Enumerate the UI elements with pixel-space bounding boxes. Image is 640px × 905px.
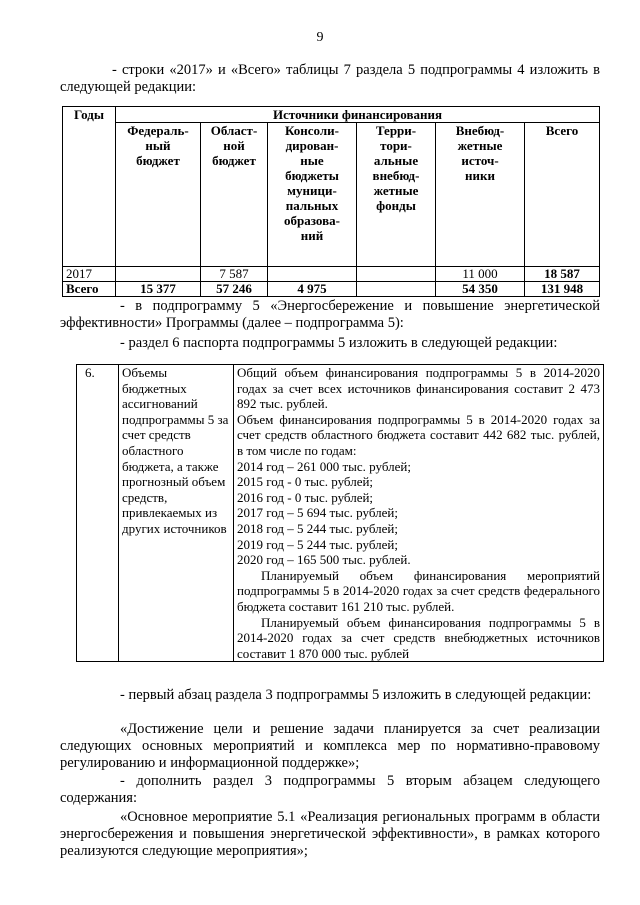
cell-extrabudget: 54 350 <box>436 282 525 297</box>
header-years: Годы <box>63 107 116 267</box>
cell-municipal <box>268 267 357 282</box>
header-federal: Федераль- ный бюджет <box>116 123 201 267</box>
passport-year-item: 2017 год – 5 694 тыс. рублей; <box>237 505 398 521</box>
cell-regional: 57 246 <box>201 282 268 297</box>
passport-regional-financing: Объем финансирования подпрограммы 5 в 2014-2020 годах за счет средств областного бюджета составит 442 682 тыс. рублей, в том числе по годам: <box>237 411 600 458</box>
cell-extrabudget: 11 000 <box>436 267 525 282</box>
passport-year-item: 2015 год - 0 тыс. рублей; <box>237 474 374 490</box>
passport-table <box>76 364 604 662</box>
quoted-goal-paragraph: «Достижение цели и решение задачи планируется за счет реализации следующих основных мероприятий и комплекса мер по нормативно-правовому регулированию и информационной поддержке»; <box>60 721 600 771</box>
cell-year: 2017 <box>63 267 116 282</box>
passport-year-item: 2014 год – 261 000 тыс. рублей; <box>237 458 411 474</box>
cell-territorial <box>357 282 436 297</box>
header-extrabudget: Внебюд- жетные источ- ники <box>436 123 525 267</box>
financing-table <box>62 106 600 297</box>
add-paragraph-instruction: - дополнить раздел 3 подпрограммы 5 вторым абзацем следующего содержания: <box>60 773 600 806</box>
subprogram5-paragraph: - в подпрограмму 5 «Энергосбережение и повышение энергетической эффективности» Программы (далее – подпрограмма 5): <box>60 298 600 331</box>
quoted-main-activity: «Основное мероприятие 5.1 «Реализация региональных программ в области энергосбережения и повышения энергетической эффективности», в рамках которого реализуются следующие мероприятия»; <box>60 809 600 859</box>
passport-year-item: 2019 год – 5 244 тыс. рублей; <box>237 536 398 552</box>
passport-year-item: 2016 год - 0 тыс. рублей; <box>237 489 374 505</box>
header-sources: Источники финансирования <box>116 107 600 123</box>
passport-row-number: 6. <box>77 365 119 662</box>
cell-total: 131 948 <box>525 282 600 297</box>
header-total: Всего <box>525 123 600 267</box>
cell-municipal: 4 975 <box>268 282 357 297</box>
cell-regional: 7 587 <box>201 267 268 282</box>
cell-total: 18 587 <box>525 267 600 282</box>
cell-federal: 15 377 <box>116 282 201 297</box>
passport-extrabudget-financing: Планируемый объем финансирования подпрограммы 5 в 2014-2020 годах за счет средств внебюджетных источников составит 1 870 000 тыс. рублей <box>237 614 600 661</box>
passport-year-item: 2018 год – 5 244 тыс. рублей; <box>237 520 398 536</box>
intro-paragraph: - строки «2017» и «Всего» таблицы 7 раздела 5 подпрограммы 4 изложить в следующей редакции: <box>60 62 600 95</box>
header-territorial: Терри- тори- альные внебюд- жетные фонды <box>357 123 436 267</box>
header-regional: Област- ной бюджет <box>201 123 268 267</box>
passport-content <box>234 365 604 662</box>
cell-federal <box>116 267 201 282</box>
passport-federal-financing: Планируемый объем финансирования мероприятий подпрограммы 5 в 2014-2020 годах за счет средств федерального бюджета составит 161 210 тыс. рублей. <box>237 567 600 614</box>
table-row <box>63 267 600 282</box>
page-number: 9 <box>316 30 324 45</box>
section6-paragraph: - раздел 6 паспорта подпрограммы 5 изложить в следующей редакции: <box>120 335 558 351</box>
passport-total-financing: Общий объем финансирования подпрограммы 5 в 2014-2020 годах за счет всех источников финансирования составит 2 473 892 тыс. рублей. <box>237 365 600 412</box>
passport-label: Объемы бюджетных ассигнований подпрограммы 5 за счет средств областного бюджета, а также прогнозный объем средств, привлекаемых из других источников <box>119 365 234 662</box>
passport-year-item: 2020 год – 165 500 тыс. рублей. <box>237 552 411 568</box>
table-row <box>63 282 600 297</box>
header-municipal: Консоли- дирован- ные бюджеты муници- пальных образова- ний <box>268 123 357 267</box>
cell-territorial <box>357 267 436 282</box>
cell-year: Всего <box>63 282 116 297</box>
first-paragraph-instruction: - первый абзац раздела 3 подпрограммы 5 изложить в следующей редакции: <box>120 687 592 703</box>
